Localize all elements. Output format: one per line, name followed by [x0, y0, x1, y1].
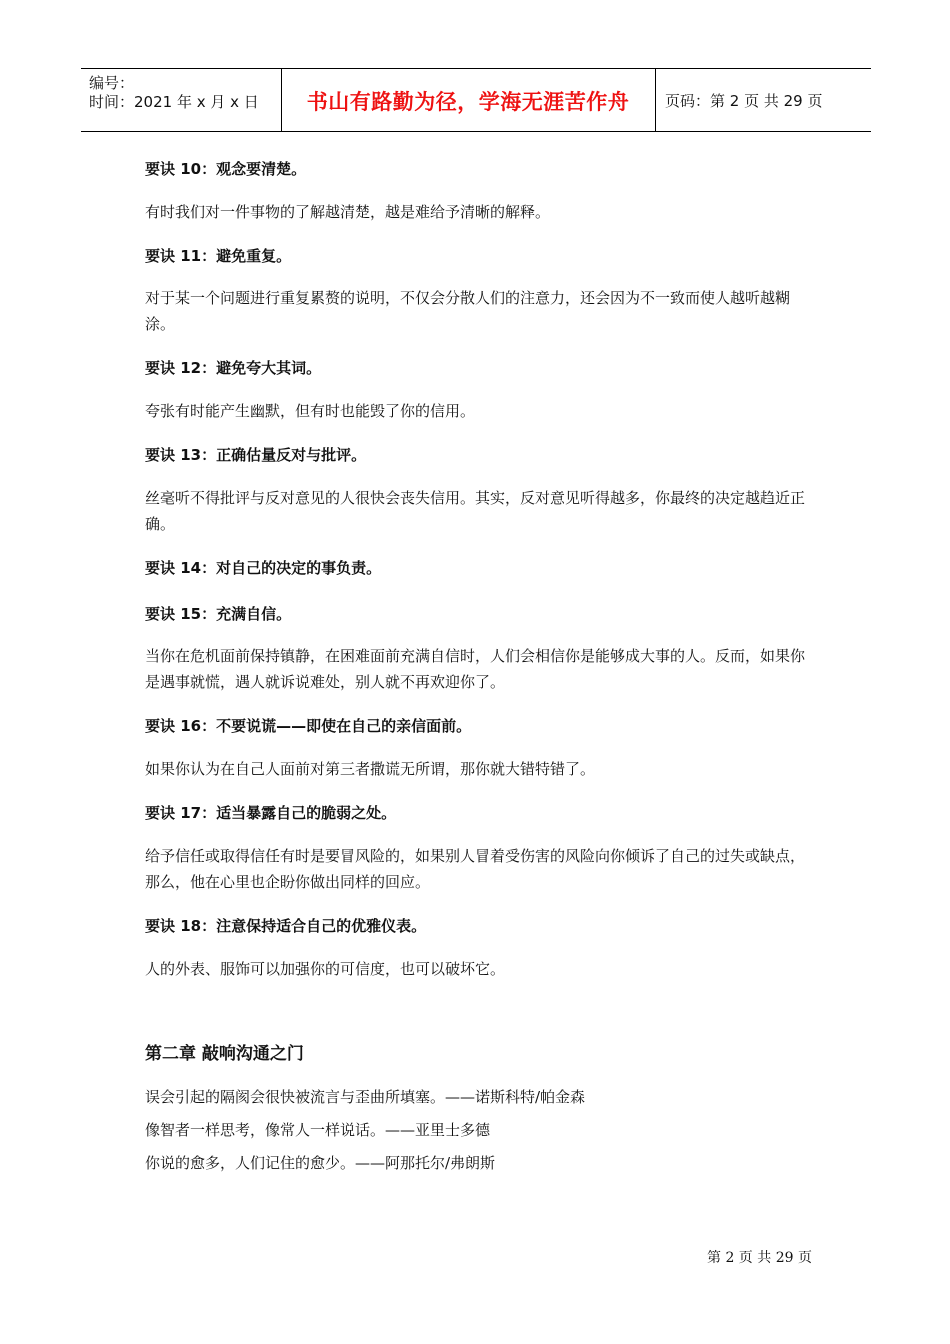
rule-title: 要诀 17：适当暴露自己的脆弱之处。: [145, 804, 397, 822]
motto-text: 书山有路勤为径，学海无涯苦作舟: [306, 90, 630, 114]
rule-desc: 给予信任或取得信任有时是要冒风险的，如果别人冒着受伤害的风险向你倾诉了自己的过失或缺点，那么，他在心里也企盼你做出同样的回应。: [145, 847, 806, 891]
rule-desc: 对于某一个问题进行重复累赘的说明，不仅会分散人们的注意力，还会因为不一致而使人越听越糊涂。: [145, 289, 791, 333]
rule-desc: 丝毫听不得批评与反对意见的人很快会丧失信用。其实，反对意见听得越多，你最终的决定越趋近正确。: [145, 489, 806, 533]
rule-desc: 夸张有时能产生幽默，但有时也能毁了你的信用。: [145, 402, 476, 420]
rule-title: 要诀 12：避免夸大其词。: [145, 359, 322, 377]
chapter-quote: 像智者一样思考，像常人一样说话。——亚里士多德: [145, 1121, 491, 1139]
document-header: [81, 68, 871, 132]
chapter-title: 第二章 敲响沟通之门: [145, 1044, 304, 1064]
header-left-cell: [81, 69, 281, 131]
chapter-quote: 你说的愈多，人们记住的愈少。——阿那托尔/弗朗斯: [145, 1154, 496, 1172]
page-content: [145, 150, 815, 1174]
rule-title: 要诀 16：不要说谎——即使在自己的亲信面前。: [145, 717, 472, 735]
page-footer: 第 2 页 共 29 页: [707, 1250, 812, 1266]
chapter-quote: 误会引起的隔阂会很快被流言与歪曲所填塞。——诺斯科特/帕金森: [145, 1088, 586, 1106]
rule-title: 要诀 18：注意保持适合自己的优雅仪表。: [145, 917, 427, 935]
rule-title: 要诀 14：对自己的决定的事负责。: [145, 559, 382, 577]
rule-desc: 人的外表、服饰可以加强你的可信度，也可以破坏它。: [145, 960, 506, 978]
header-motto-cell: [282, 69, 654, 131]
page-label: 页码：第 2 页 共 29 页: [665, 92, 823, 110]
time-label: 时间：2021 年 x 月 x 日: [89, 93, 259, 111]
number-label: 编号：: [89, 74, 135, 92]
rule-desc: 当你在危机面前保持镇静，在困难面前充满自信时，人们会相信你是能够成大事的人。反而，如果你是遇事就慌，遇人就诉说难处，别人就不再欢迎你了。: [145, 647, 806, 691]
rule-title: 要诀 10：观念要清楚。: [145, 160, 307, 178]
rule-title: 要诀 15：充满自信。: [145, 605, 292, 623]
rule-desc: 如果你认为在自己人面前对第三者撒谎无所谓，那你就大错特错了。: [145, 760, 596, 778]
rule-desc: 有时我们对一件事物的了解越清楚，越是难给予清晰的解释。: [145, 203, 551, 221]
rule-title: 要诀 11：避免重复。: [145, 247, 292, 265]
header-right-cell: [656, 69, 871, 131]
rule-title: 要诀 13：正确估量反对与批评。: [145, 446, 367, 464]
